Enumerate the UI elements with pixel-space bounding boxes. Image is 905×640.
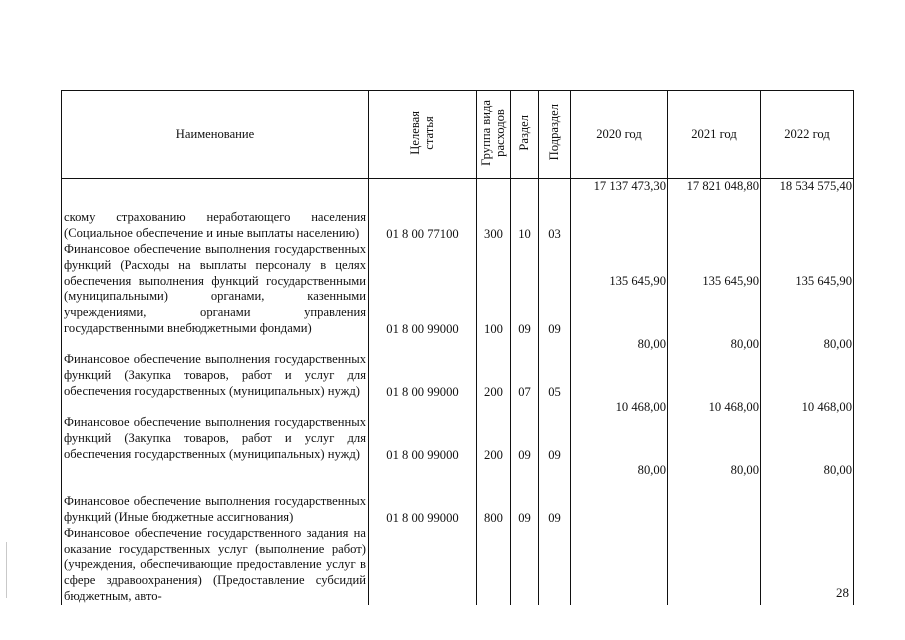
row-amount-2020: 135 645,90 xyxy=(571,242,668,337)
table-row xyxy=(62,179,854,243)
row-subsection: 09 xyxy=(539,400,571,463)
header-target-article: Целевая статья xyxy=(369,91,477,179)
row-amount-2021: 10 468,00 xyxy=(668,400,761,463)
row-section: 10 xyxy=(511,179,539,243)
header-year-2020: 2020 год xyxy=(571,91,668,179)
row-subsection: 09 xyxy=(539,463,571,526)
row-amount-2022: 80,00 xyxy=(761,463,854,526)
budget-table xyxy=(61,90,854,605)
row-target-article: 01 8 00 99000 xyxy=(369,242,477,337)
row-section: 09 xyxy=(511,463,539,526)
row-expense-group: 300 xyxy=(477,179,511,243)
row-amount-2020: 17 137 473,30 xyxy=(571,179,668,243)
row-amount-2022: 135 645,90 xyxy=(761,242,854,337)
table-row xyxy=(62,337,854,400)
row-amount-2021: 80,00 xyxy=(668,337,761,400)
scan-edge-mark xyxy=(6,542,7,598)
row-amount-2022: 18 534 575,40 xyxy=(761,179,854,243)
row-name: Финансовое обеспечение выполнения государственных функций (Иные бюджетные ассигнования) xyxy=(62,463,369,526)
row-amount-2021: 17 821 048,80 xyxy=(668,179,761,243)
row-amount-2021: 135 645,90 xyxy=(668,242,761,337)
row-expense-group xyxy=(477,526,511,605)
row-name: скому страхованию неработающего населения (Социальное обеспечение и иные выплаты населению) xyxy=(62,179,369,243)
row-expense-group: 100 xyxy=(477,242,511,337)
row-target-article: 01 8 00 99000 xyxy=(369,463,477,526)
header-subsection: Подраздел xyxy=(539,91,571,179)
row-section xyxy=(511,526,539,605)
row-name: Финансовое обеспечение выполнения государственных функций (Закупка товаров, работ и услуг для обеспечения государственных (муниципальных) нужд) xyxy=(62,400,369,463)
table-row xyxy=(62,463,854,526)
row-amount-2020: 80,00 xyxy=(571,463,668,526)
row-expense-group: 800 xyxy=(477,463,511,526)
row-amount-2022: 10 468,00 xyxy=(761,400,854,463)
row-target-article: 01 8 00 99000 xyxy=(369,400,477,463)
row-name: Финансовое обеспечение выполнения государственных функций (Закупка товаров, работ и услуг для обеспечения государственных (муниципальных) нужд) xyxy=(62,337,369,400)
row-subsection: 05 xyxy=(539,337,571,400)
header-section: Раздел xyxy=(511,91,539,179)
row-amount-2021: 80,00 xyxy=(668,463,761,526)
table-row xyxy=(62,400,854,463)
row-amount-2021 xyxy=(668,526,761,605)
row-target-article: 01 8 00 99000 xyxy=(369,337,477,400)
row-name: Финансовое обеспечение выполнения государственных функций (Расходы на выплаты персоналу в целях обеспечения выполнения функций государственными (муниципальными) органами, казенными учреждениями, органами управления государственными внебюджетными фондами) xyxy=(62,242,369,337)
row-amount-2020 xyxy=(571,526,668,605)
row-subsection: 03 xyxy=(539,179,571,243)
row-amount-2022: 80,00 xyxy=(761,337,854,400)
header-name: Наименование xyxy=(62,91,369,179)
row-section: 09 xyxy=(511,400,539,463)
header-year-2022: 2022 год xyxy=(761,91,854,179)
row-subsection xyxy=(539,526,571,605)
header-expense-group: Группа вида расходов xyxy=(477,91,511,179)
table-row xyxy=(62,526,854,605)
row-expense-group: 200 xyxy=(477,400,511,463)
row-subsection: 09 xyxy=(539,242,571,337)
row-amount-2020: 80,00 xyxy=(571,337,668,400)
table-header-row xyxy=(62,91,854,179)
row-name: Финансовое обеспечение государственного задания на оказание государственных услуг (выполнение работ) (учреждения, обеспечивающие предоставление услуг в сфере здравоохранения) (Предоставление субсидий бюджетным, авто- xyxy=(62,526,369,605)
row-expense-group: 200 xyxy=(477,337,511,400)
row-section: 09 xyxy=(511,242,539,337)
row-section: 07 xyxy=(511,337,539,400)
row-target-article xyxy=(369,526,477,605)
row-target-article: 01 8 00 77100 xyxy=(369,179,477,243)
header-year-2021: 2021 год xyxy=(668,91,761,179)
table-row xyxy=(62,242,854,337)
row-amount-2020: 10 468,00 xyxy=(571,400,668,463)
page-number: 28 xyxy=(836,585,849,600)
